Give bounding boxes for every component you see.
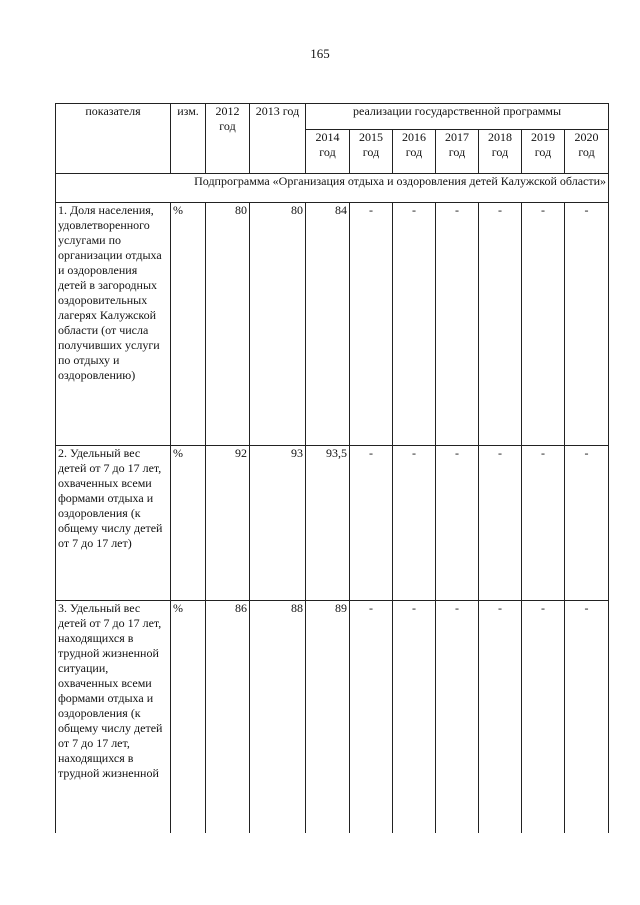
header-year-2013: 2013 год	[250, 104, 306, 174]
indicator-unit: %	[171, 446, 206, 601]
indicator-unit: %	[171, 203, 206, 446]
value-2019: -	[522, 601, 565, 833]
indicator-name: 2. Удельный вес детей от 7 до 17 лет, охваченных всеми формами отдыха и оздоровления (к общему числу детей от 7 до 17 лет)	[56, 446, 171, 601]
header-year-2017: 2017 год	[436, 130, 479, 174]
header-year-2015: 2015 год	[350, 130, 393, 174]
value-2019: -	[522, 203, 565, 446]
value-2012: 80	[206, 203, 250, 446]
header-year-2014: 2014 год	[306, 130, 350, 174]
value-2014: 84	[306, 203, 350, 446]
indicators-table	[55, 103, 609, 833]
page-number: 165	[310, 46, 330, 61]
header-row-top	[56, 104, 609, 130]
value-2018: -	[479, 446, 522, 601]
value-2020: -	[565, 446, 609, 601]
value-2012: 92	[206, 446, 250, 601]
value-2014: 93,5	[306, 446, 350, 601]
table-row	[56, 601, 609, 833]
indicator-name: 3. Удельный вес детей от 7 до 17 лет, находящихся в трудной жизненной ситуации, охваченных всеми формами отдыха и оздоровления (к общему числу детей от 7 до 17 лет, находящихся в трудной жизненной	[56, 601, 171, 833]
value-2018: -	[479, 203, 522, 446]
value-2020: -	[565, 203, 609, 446]
value-2019: -	[522, 446, 565, 601]
table-row	[56, 446, 609, 601]
header-unit: изм.	[171, 104, 206, 174]
header-indicator: показателя	[56, 104, 171, 174]
value-2016: -	[393, 203, 436, 446]
subprogram-row	[56, 174, 609, 203]
value-2013: 88	[250, 601, 306, 833]
value-2016: -	[393, 446, 436, 601]
header-year-2019: 2019 год	[522, 130, 565, 174]
table-row	[56, 203, 609, 446]
indicator-name: 1. Доля населения, удовлетворенного услугами по организации отдыха и оздоровления детей в загородных оздоровительных лагерях Калужской области (от числа получивших услуги по отдыху и оздоровлению)	[56, 203, 171, 446]
value-2015: -	[350, 601, 393, 833]
value-2017: -	[436, 446, 479, 601]
header-year-2018: 2018 год	[479, 130, 522, 174]
value-2013: 93	[250, 446, 306, 601]
value-2013: 80	[250, 203, 306, 446]
value-2012: 86	[206, 601, 250, 833]
value-2018: -	[479, 601, 522, 833]
value-2016: -	[393, 601, 436, 833]
header-year-2016: 2016 год	[393, 130, 436, 174]
header-year-2012: 2012 год	[206, 104, 250, 174]
subprogram-title: Подпрограмма «Организация отдыха и оздоровления детей Калужской области»	[56, 174, 609, 203]
value-2015: -	[350, 203, 393, 446]
value-2017: -	[436, 601, 479, 833]
value-2017: -	[436, 203, 479, 446]
header-year-2020: 2020 год	[565, 130, 609, 174]
value-2014: 89	[306, 601, 350, 833]
value-2015: -	[350, 446, 393, 601]
indicator-unit: %	[171, 601, 206, 833]
header-program-group: реализации государственной программы	[306, 104, 609, 130]
value-2020: -	[565, 601, 609, 833]
